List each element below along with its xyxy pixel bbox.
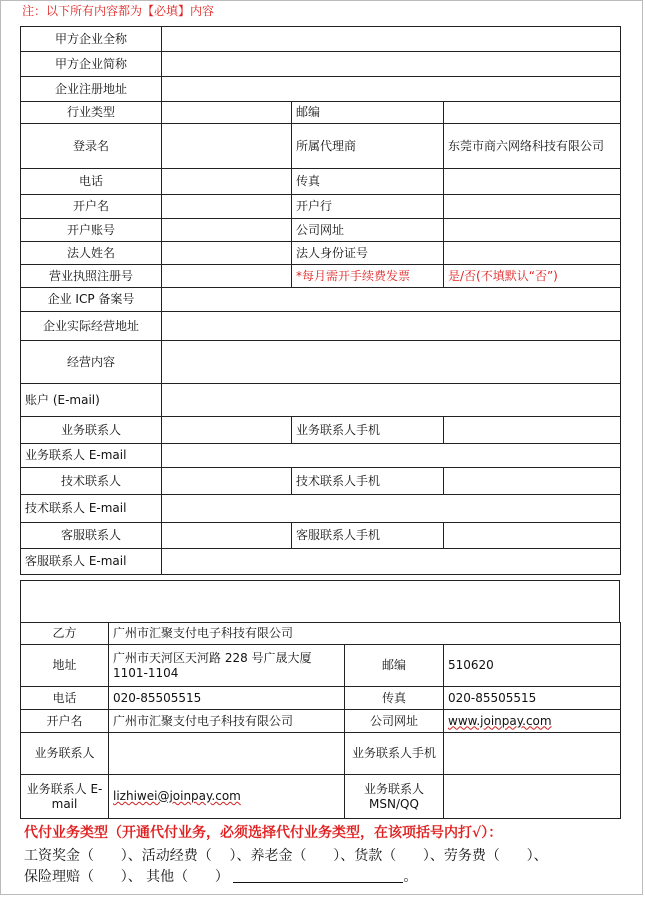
label-tech-contact-mobile: 技术联系人手机 bbox=[292, 468, 444, 495]
label-business-contact-b: 业务联系人 bbox=[21, 733, 109, 775]
label-tech-contact-email: 技术联系人 E-mail bbox=[21, 495, 162, 523]
party-b-address: 广州市天河区天河路 228 号广晟大厦 1101-1104 bbox=[109, 645, 345, 687]
field-service-contact[interactable] bbox=[162, 523, 292, 549]
field-phone[interactable] bbox=[162, 169, 292, 195]
field-business-license[interactable] bbox=[162, 265, 292, 288]
field-postcode[interactable] bbox=[444, 102, 621, 124]
field-legal-person[interactable] bbox=[162, 242, 292, 265]
label-company-short-name: 甲方企业简称 bbox=[21, 52, 162, 77]
party-b-email-cell bbox=[109, 775, 345, 819]
label-registered-address: 企业注册地址 bbox=[21, 77, 162, 102]
field-business-contact[interactable] bbox=[162, 417, 292, 444]
party-b-table bbox=[20, 622, 621, 819]
agent-value: 东莞市商六网络科技有限公司 bbox=[444, 124, 621, 169]
party-a-table bbox=[20, 26, 621, 575]
party-b-name: 广州市汇聚支付电子科技有限公司 bbox=[109, 623, 621, 645]
field-account-email[interactable] bbox=[162, 384, 621, 417]
label-party-b: 乙方 bbox=[21, 623, 109, 645]
party-b-account-name: 广州市汇聚支付电子科技有限公司 bbox=[109, 710, 345, 733]
label-postcode: 邮编 bbox=[292, 102, 444, 124]
party-b-mobile bbox=[444, 733, 621, 775]
party-b-msn bbox=[444, 775, 621, 819]
other-blank-line[interactable] bbox=[233, 868, 403, 883]
party-b-website-text[interactable]: www.joinpay.com bbox=[448, 713, 552, 728]
label-fax: 传真 bbox=[292, 169, 444, 195]
field-registered-address[interactable] bbox=[162, 77, 621, 102]
payment-options-line-1: 工资奖金（ ）、活动经费（ ）、养老金（ ）、货款（ ）、劳务费（ ）、 bbox=[24, 848, 548, 864]
label-service-contact-email: 客服联系人 E-mail bbox=[21, 549, 162, 575]
label-website: 公司网址 bbox=[292, 219, 444, 242]
label-service-contact: 客服联系人 bbox=[21, 523, 162, 549]
field-service-contact-email[interactable] bbox=[162, 549, 621, 575]
field-industry[interactable] bbox=[162, 102, 292, 124]
label-account-name: 开户名 bbox=[21, 195, 162, 219]
field-bank[interactable] bbox=[444, 195, 621, 219]
label-address: 地址 bbox=[21, 645, 109, 687]
label-business-license: 营业执照注册号 bbox=[21, 265, 162, 288]
field-actual-address[interactable] bbox=[162, 312, 621, 341]
label-website-b: 公司网址 bbox=[345, 710, 444, 733]
label-account-number: 开户账号 bbox=[21, 219, 162, 242]
label-service-contact-mobile: 客服联系人手机 bbox=[292, 523, 444, 549]
invoice-option[interactable]: 是/否(不填默认“否”) bbox=[444, 265, 621, 288]
blank-row bbox=[21, 581, 620, 623]
field-business-content[interactable] bbox=[162, 341, 621, 384]
label-phone: 电话 bbox=[21, 169, 162, 195]
label-phone-b: 电话 bbox=[21, 687, 109, 710]
field-legal-id[interactable] bbox=[444, 242, 621, 265]
line-end-period: 。 bbox=[403, 869, 418, 885]
label-account-name-b: 开户名 bbox=[21, 710, 109, 733]
party-b-fax: 020-85505515 bbox=[444, 687, 621, 710]
label-agent: 所属代理商 bbox=[292, 124, 444, 169]
label-business-contact-email-b: 业务联系人 E-mail bbox=[21, 775, 109, 819]
field-account-number[interactable] bbox=[162, 219, 292, 242]
party-b-website bbox=[444, 710, 621, 733]
field-account-name[interactable] bbox=[162, 195, 292, 219]
label-legal-person: 法人姓名 bbox=[21, 242, 162, 265]
label-legal-id: 法人身份证号 bbox=[292, 242, 444, 265]
label-business-contact-mobile: 业务联系人手机 bbox=[292, 417, 444, 444]
required-note: 注：以下所有内容都为【必填】内容 bbox=[22, 4, 215, 18]
field-service-contact-mobile[interactable] bbox=[444, 523, 621, 549]
label-business-contact-mobile-b: 业务联系人手机 bbox=[345, 733, 444, 775]
party-b-contact bbox=[109, 733, 345, 775]
field-login-name[interactable] bbox=[162, 124, 292, 169]
label-industry: 行业类型 bbox=[21, 102, 162, 124]
payment-options-line-2 bbox=[24, 866, 417, 886]
field-company-full-name[interactable] bbox=[162, 27, 621, 52]
label-actual-address: 企业实际经营地址 bbox=[21, 312, 162, 341]
party-b-postcode: 510620 bbox=[444, 645, 621, 687]
label-invoice: *每月需开手续费发票 bbox=[292, 265, 444, 288]
label-msn-qq: 业务联系人 MSN/QQ bbox=[345, 775, 444, 819]
field-tech-contact-mobile[interactable] bbox=[444, 468, 621, 495]
payment-options-line-2-text: 保险理赔（ ）、 其他（ ） bbox=[24, 869, 234, 885]
label-tech-contact: 技术联系人 bbox=[21, 468, 162, 495]
label-company-full-name: 甲方企业全称 bbox=[21, 27, 162, 52]
field-fax[interactable] bbox=[444, 169, 621, 195]
label-business-content: 经营内容 bbox=[21, 341, 162, 384]
spacer-table bbox=[20, 580, 620, 623]
field-business-contact-mobile[interactable] bbox=[444, 417, 621, 444]
payment-type-heading: 代付业务类型（开通代付业务，必须选择代付业务类型，在该项括号内打√）： bbox=[24, 825, 503, 841]
label-fax-b: 传真 bbox=[345, 687, 444, 710]
party-b-email[interactable]: lizhiwei@joinpay.com bbox=[113, 789, 241, 803]
field-tech-contact[interactable] bbox=[162, 468, 292, 495]
label-login-name: 登录名 bbox=[21, 124, 162, 169]
label-postcode-b: 邮编 bbox=[345, 645, 444, 687]
label-bank: 开户行 bbox=[292, 195, 444, 219]
field-icp[interactable] bbox=[162, 288, 621, 312]
field-tech-contact-email[interactable] bbox=[162, 495, 621, 523]
label-business-contact-email: 业务联系人 E-mail bbox=[21, 444, 162, 468]
label-icp: 企业 ICP 备案号 bbox=[21, 288, 162, 312]
label-business-contact: 业务联系人 bbox=[21, 417, 162, 444]
label-account-email: 账户 (E-mail) bbox=[21, 384, 162, 417]
field-website[interactable] bbox=[444, 219, 621, 242]
field-business-contact-email[interactable] bbox=[162, 444, 621, 468]
field-company-short-name[interactable] bbox=[162, 52, 621, 77]
party-b-phone: 020-85505515 bbox=[109, 687, 345, 710]
